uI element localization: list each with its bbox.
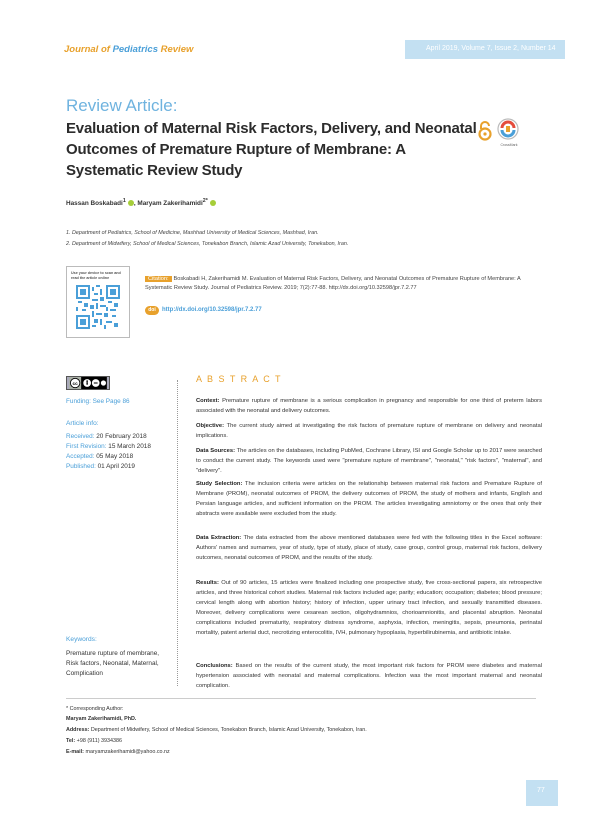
- orcid-icon[interactable]: [128, 200, 134, 206]
- author-sup: 1: [122, 198, 126, 204]
- creative-commons-license-icon[interactable]: [66, 376, 110, 390]
- abstract-data-extraction: Data Extraction: The data extracted from the above mentioned databases were fed with the following titles in the Excel software: Authors' names and surnames, year of study, type of study, place of study, case group, control group, maternal risk factors, delivery outcomes, neonatal outcomes of PROM, and the results of the study.: [196, 535, 542, 561]
- abstract-objective: Objective: The current study aimed at investigating the risk factors of premature rupture of membrane on delivery and neonatal implications.: [196, 423, 542, 439]
- article-title: Evaluation of Maternal Risk Factors, Delivery, and Neonatal Outcomes of Premature Rupture of Membrane: A Systematic Review Study: [66, 120, 477, 179]
- abstract-context: Context: Premature rupture of membrane is a serious complication in pregnancy and responsible for one third of preterm labors associated with the neonatal and delivery outcomes.: [196, 398, 542, 414]
- author-sup: 2*: [202, 198, 208, 204]
- abstract-divider: [177, 380, 178, 686]
- doi-link[interactable]: http://dx.doi.org/10.32598/jpr.7.2.77: [162, 307, 262, 313]
- corresponding-name: Maryam Zakerihamidi, PhD.: [66, 716, 137, 722]
- date-row: Received: 20 February 2018: [66, 433, 147, 440]
- date-row: Published: 01 April 2019: [66, 463, 135, 470]
- journal-name: Journal of Pediatrics Review: [64, 44, 194, 55]
- qr-code-icon[interactable]: [76, 285, 120, 329]
- corresponding-address: Address: Department of Midwifery, School of Medical Sciences, Tonekabon Branch, Islamic Azad University, Tonekabon, Iran.: [66, 727, 367, 733]
- article-info-title: Article info:: [66, 420, 99, 427]
- crossmark-icon[interactable]: [497, 118, 519, 146]
- page-number: 77: [537, 787, 545, 794]
- corresponding-heading: * Corresponding Author:: [66, 706, 124, 712]
- affiliation: 2. Department of Midwifery, School of Medical Sciences, Tonekabon Branch, Islamic Azad University, Tonekabon, Iran.: [66, 241, 349, 247]
- funding-note[interactable]: Funding: See Page 86: [66, 398, 130, 405]
- citation: [145, 275, 545, 293]
- author-list: Hassan Boskabadi$^1$ , Maryam Zakerihamidi$^{2*}$: [66, 198, 216, 207]
- open-access-icon[interactable]: [478, 121, 492, 141]
- affiliation: 1. Department of Pediatrics, School of Medicine, Mashhad University of Medical Sciences, Mashhad, Iran.: [66, 230, 319, 236]
- issue-info: April 2019, Volume 7, Issue 2, Number 14: [426, 45, 556, 52]
- citation-tag: Citation:: [145, 276, 172, 282]
- keywords-list: Premature rupture of membrane, Risk factors, Neonatal, Maternal, Complication: [66, 650, 160, 677]
- author-name[interactable]: Hassan Boskabadi: [66, 200, 123, 208]
- orcid-icon[interactable]: [210, 200, 216, 206]
- crossmark-label: CrossMark: [500, 143, 518, 147]
- abstract-results: Results: Out of 90 articles, 15 articles were finalized including one prospective study, five cross-sectional papers, six retrospective articles, and three historical cohort studies. Maternal risk factors included age; parity; education; occupation; diabetes; blood pressure; cervical length along with abortion history; history of infection, upper urinary tract infection, and sexually transmitted diseases. Moreover, delivery complications were cesarean section, oligohydramnios, chorioamnionitis, and placental abruption. Neonatal complications included prematurity, respiratory distress syndrome, asphyxia, infection, meningitis, sepsis, pneumonia, perinatal mortality, patent arterial duct, necrotizing enterocolitis, IVH, pulmonary hypoplasia, hyperbilirubinemia, and antibiotic intake.: [196, 580, 542, 636]
- abstract-data-sources: Data Sources: The articles on the databases, including PubMed, Cochrane Library, ISI and Google Scholar up to 2017 were searched to conduct the current study. The keywords used were "premature rupture of membrane", "neonatal," "risk factors", "maternal", and "delivery".: [196, 448, 543, 474]
- date-row: Accepted: 05 May 2018: [66, 453, 134, 460]
- article-type-label: Review Article:: [66, 96, 178, 115]
- corresponding-tel: Tel: +98 (911) 3934386: [66, 738, 122, 744]
- doi-icon: doi: [145, 306, 159, 315]
- qr-caption: Use your device to scan and read the article online: [71, 271, 121, 280]
- correspondence-divider: [66, 698, 536, 699]
- keywords-title: Keywords:: [66, 636, 97, 643]
- abstract-study-selection: Study Selection: The inclusion criteria were articles on the relationship between maternal risk factors and Premature Rupture of Membrane (PROM), neonatal outcomes of PROM, the delivery outcomes of PROM, the study of mothers and infants, English and Persian language articles, and sufficient information on the PROM. The articles investigating amniotomy or the ones that only their abstracts were available were excluded from the study.: [196, 481, 542, 517]
- author-name[interactable]: Maryam Zakerihamidi: [137, 200, 203, 208]
- svg-text:cc: cc: [72, 380, 78, 386]
- abstract-title: A B S T R A C T: [196, 374, 283, 384]
- date-row: First Revision: 15 March 2018: [66, 443, 151, 450]
- corresponding-email[interactable]: E-mail: maryamzakerihamidi@yahoo.co.nz: [66, 749, 170, 755]
- citation-text: Boskabadi H, Zakerihamidi M. Evaluation of Maternal Risk Factors, Delivery, and Neonatal Outcomes of Premature Rupture of Membrane: A Systematic Review Study. Journal of Pediatrics Review. 2019; 7(2):77-88. http://dx.doi.org/10.32598/jpr.7.2.77: [145, 276, 521, 291]
- abstract-conclusions: Conclusions: Based on the results of the current study, the most important risk factors for PROM were diabetes and maternal hypertension associated with neonatal and maternal complications. Infection was the most important maternal and neonatal complication.: [196, 663, 542, 689]
